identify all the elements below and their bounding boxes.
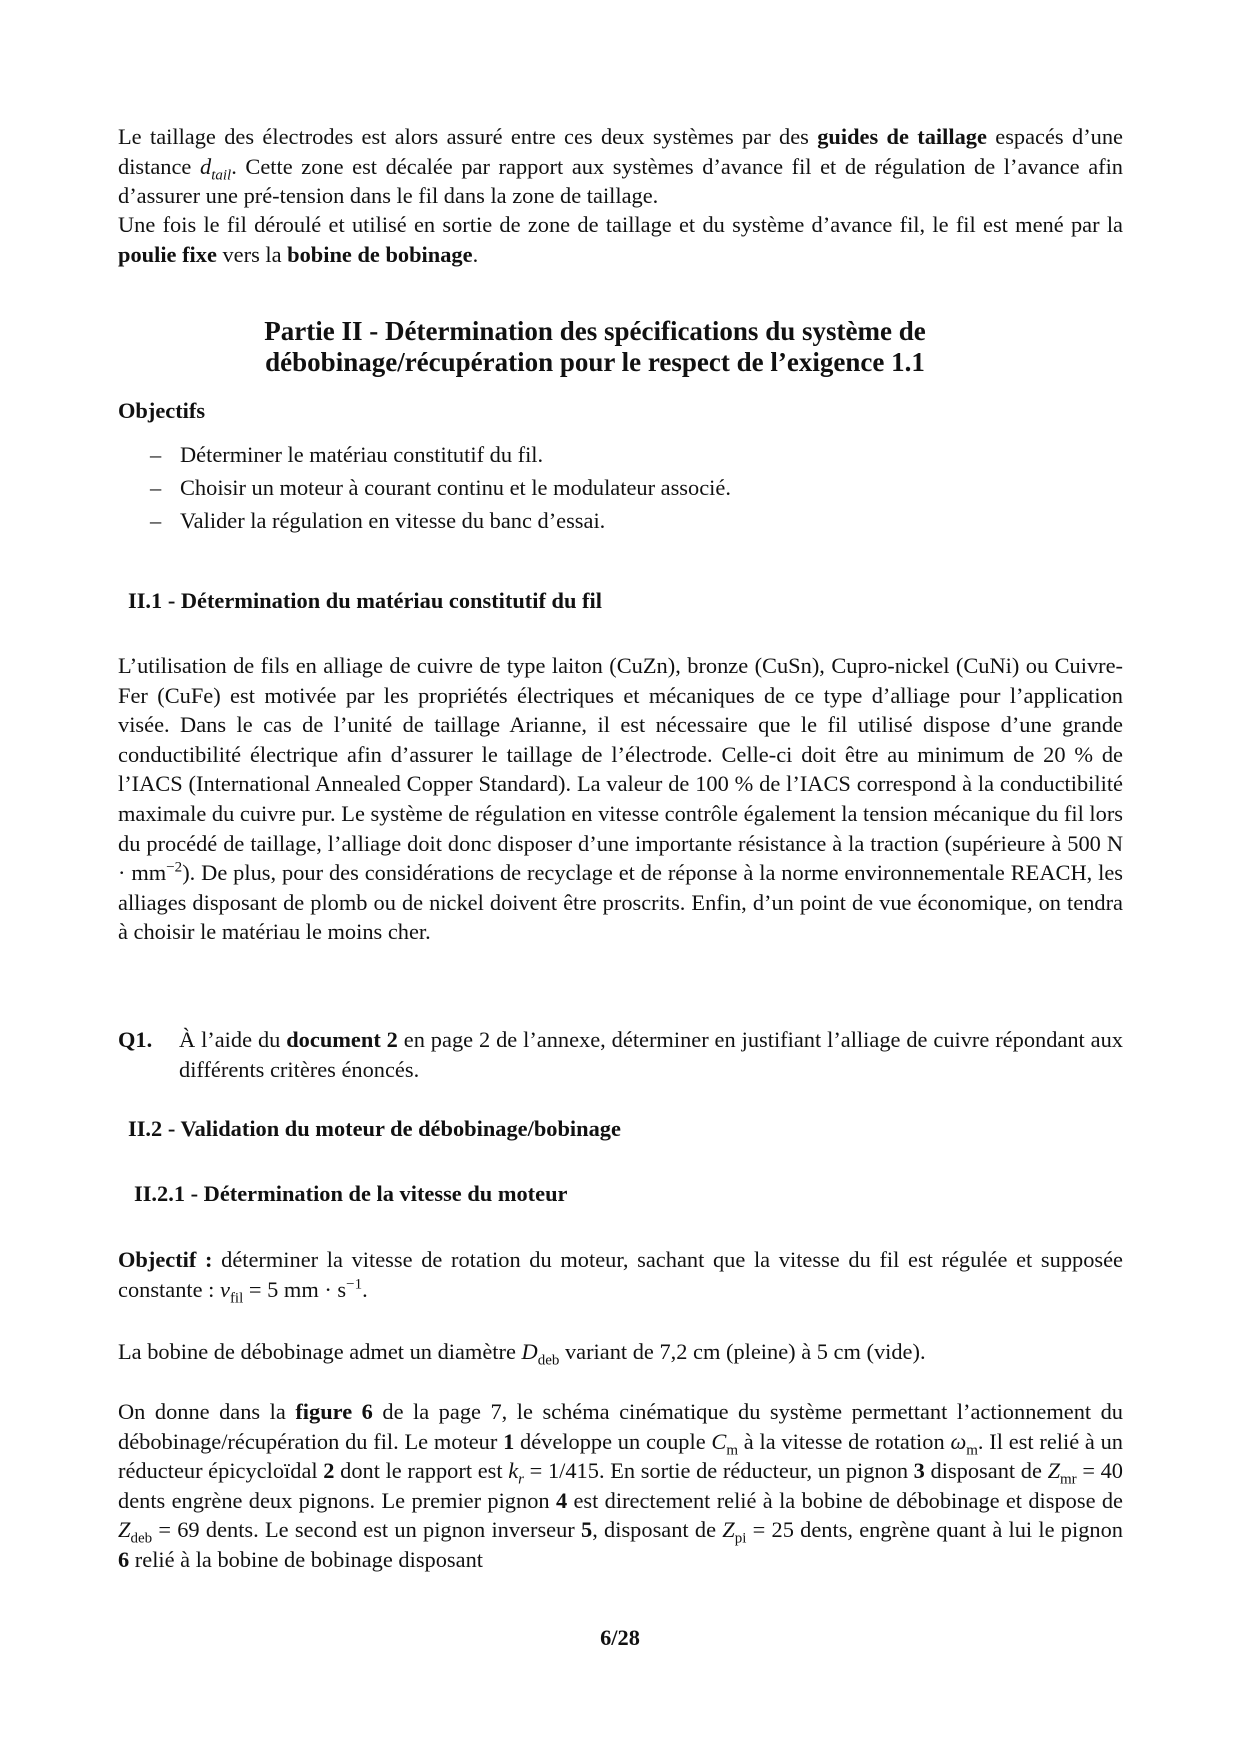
question-text: À l’aide du document 2 en page 2 de l’annexe, déterminer en justifiant l’alliage de cuivre répondant aux différents critères énoncés. [179, 1027, 1123, 1082]
dash-bullet: – [150, 442, 162, 467]
part-title-line-1: Partie II - Détermination des spécifications du système de [264, 316, 926, 346]
dash-bullet: – [150, 475, 162, 500]
objectives-heading: Objectifs [118, 398, 206, 423]
objective-item: – Valider la régulation en vitesse du banc d’essai. [150, 506, 605, 536]
part-title-line-2: débobinage/récupération pour le respect de l’exigence 1.1 [265, 347, 925, 377]
objective-paragraph: Objectif : déterminer la vitesse de rotation du moteur, sachant que la vitesse du fil est régulée et supposée constante : $v_{fil} = 5$ mm · $s^{-1}$. [118, 1247, 1123, 1307]
section-heading-ii-2-1: II.2.1 - Détermination de la vitesse du moteur [134, 1181, 568, 1206]
intro-paragraph-2: Une fois le fil déroulé et utilisé en sortie de zone de taillage et du système d’avance fil, le fil est mené par la poulie fixe vers la bobine de bobinage. [118, 212, 1123, 267]
bobbin-paragraph: La bobine de débobinage admet un diamètre $D_{deb}$ variant de 7,2 cm (pleine) à 5 cm (vide). [118, 1339, 926, 1369]
objective-item: – Choisir un moteur à courant continu et le modulateur associé. [150, 473, 731, 503]
kinematic-paragraph: On donne dans la figure 6 de la page 7, le schéma cinématique du système permettant l’actionnement du débobinage/récupération du fil. Le moteur 1 développe un couple $C_m$ à la vitesse de rotation $\omega_m$. Il est relié à un réducteur épicycloïdal 2 dont le rapport est $k_r = 1/415$. En sortie de réducteur, un pignon 3 disposant de $Z_{mr} = 40$ dents engrène deux pignons. Le premier pignon 4 est directement relié à la bobine de débobinage et dispose de $Z_{deb} = 69$ dents. Le second est un pignon inverseur 5, disposant de $Z_{pi} = 25$ dents, engrène quant à lui le pignon 6 relié à la bobine de bobinage disposant [118, 1399, 1124, 1572]
section-heading-ii-2: II.2 - Validation du moteur de débobinage/bobinage [128, 1116, 621, 1141]
part-title [200, 316, 990, 378]
material-paragraph: L’utilisation de fils en alliage de cuivre de type laiton (CuZn), bronze (CuSn), Cupro-nickel (CuNi) ou Cuivre-Fer (CuFe) est motivée par les propriétés électriques et mécaniques de ce type d’alliage pour l’application visée. Dans le cas de l’unité de taillage Arianne, il est nécessaire que le fil utilisé dispose d’une grande conductibilité électrique afin d’assurer le taillage de l’électrode. Celle-ci doit être au minimum de 20 % de l’IACS (International Annealed Copper Standard). La valeur de 100 % de l’IACS correspond à la conductibilité maximale du cuivre pur. Le système de régulation en vitesse contrôle également la tension mécanique du fil lors du procédé de taillage, l’alliage doit donc disposer d’une importante résistance à la traction (supérieure à 500 $N \cdot mm^{-2}$). De plus, pour des considérations de recyclage et de réponse à la norme environnementale REACH, les alliages disposant de plomb ou de nickel doivent être proscrits. Enfin, d’un point de vue économique, on tendra à choisir le matériau le moins cher. [118, 653, 1123, 945]
dash-bullet: – [150, 508, 162, 533]
question-label: Q1. [118, 1027, 153, 1052]
intro-paragraph-1: Le taillage des électrodes est alors assuré entre ces deux systèmes par des guides de taillage espacés d’une distance $d_{tail}$. Cette zone est décalée par rapport aux systèmes d’avance fil et de régulation de l’avance afin d’assurer une pré-tension dans le fil dans la zone de taillage. [118, 124, 1124, 209]
objective-item: – Déterminer le matériau constitutif du fil. [150, 440, 543, 470]
page-number: 6/28 [600, 1625, 640, 1650]
section-heading-ii-1: II.1 - Détermination du matériau constitutif du fil [128, 588, 602, 613]
